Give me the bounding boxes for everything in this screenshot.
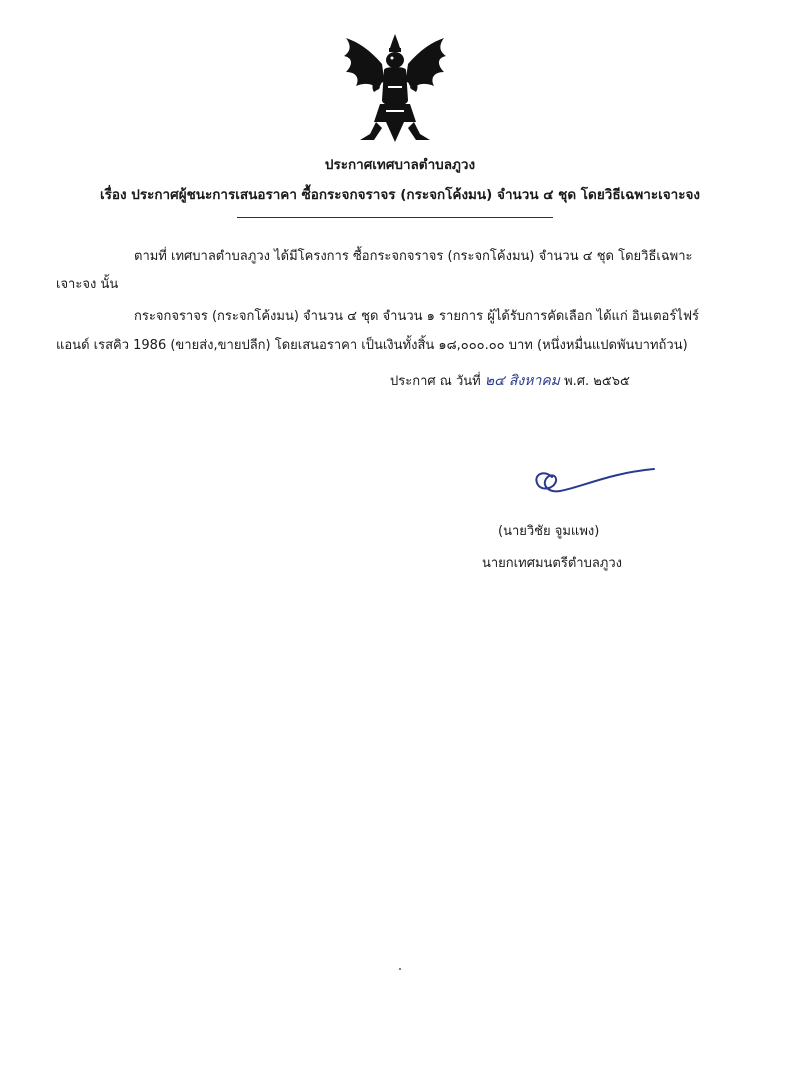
title-underline [237,217,553,218]
paragraph-1-line-1: ตามที่ เทศบาลตำบลภูวง ได้มีโครงการ ซื้อกระจกจราจร (กระจกโค้งมน) จำนวน ๔ ชุด โดยวิธีเฉพาะ [134,249,693,264]
document-title: ประกาศเทศบาลตำบลภูวง [324,157,476,173]
signatory-position: นายกเทศมนตรีตำบลภูวง [482,556,622,571]
signatory-name: (นายวิชัย จูมแพง) [498,524,600,539]
date-month: สิงหาคม [508,373,560,389]
announcement-date [390,370,630,392]
garuda-emblem-icon [340,30,450,145]
date-prefix: ประกาศ ณ วันที่ [390,374,481,389]
date-year: พ.ศ. ๒๕๖๕ [564,374,630,389]
paragraph-2-line-2: แอนด์ เรสคิว 1986 (ขายส่ง,ขายปลีก) โดยเสนอราคา เป็นเงินทั้งสิ้น ๑๘,๐๐๐.๐๐ บาท (หนึ่งหมื่นแปดพันบาทถ้วน) [56,338,688,353]
paragraph-2-line-1: กระจกจราจร (กระจกโค้งมน) จำนวน ๔ ชุด จำนวน ๑ รายการ ผู้ได้รับการคัดเลือก ได้แก่ อินเตอร์ไฟร์ [134,309,700,324]
paragraph-1-line-2: เจาะจง นั้น [56,277,119,292]
signature-icon [530,455,660,505]
scan-speck [399,968,401,970]
date-day: ๒๔ [484,373,505,389]
document-subject: เรื่อง ประกาศผู้ชนะการเสนอราคา ซื้อกระจกจราจร (กระจกโค้งมน) จำนวน ๔ ชุด โดยวิธีเฉพาะเจาะจง [100,187,700,203]
